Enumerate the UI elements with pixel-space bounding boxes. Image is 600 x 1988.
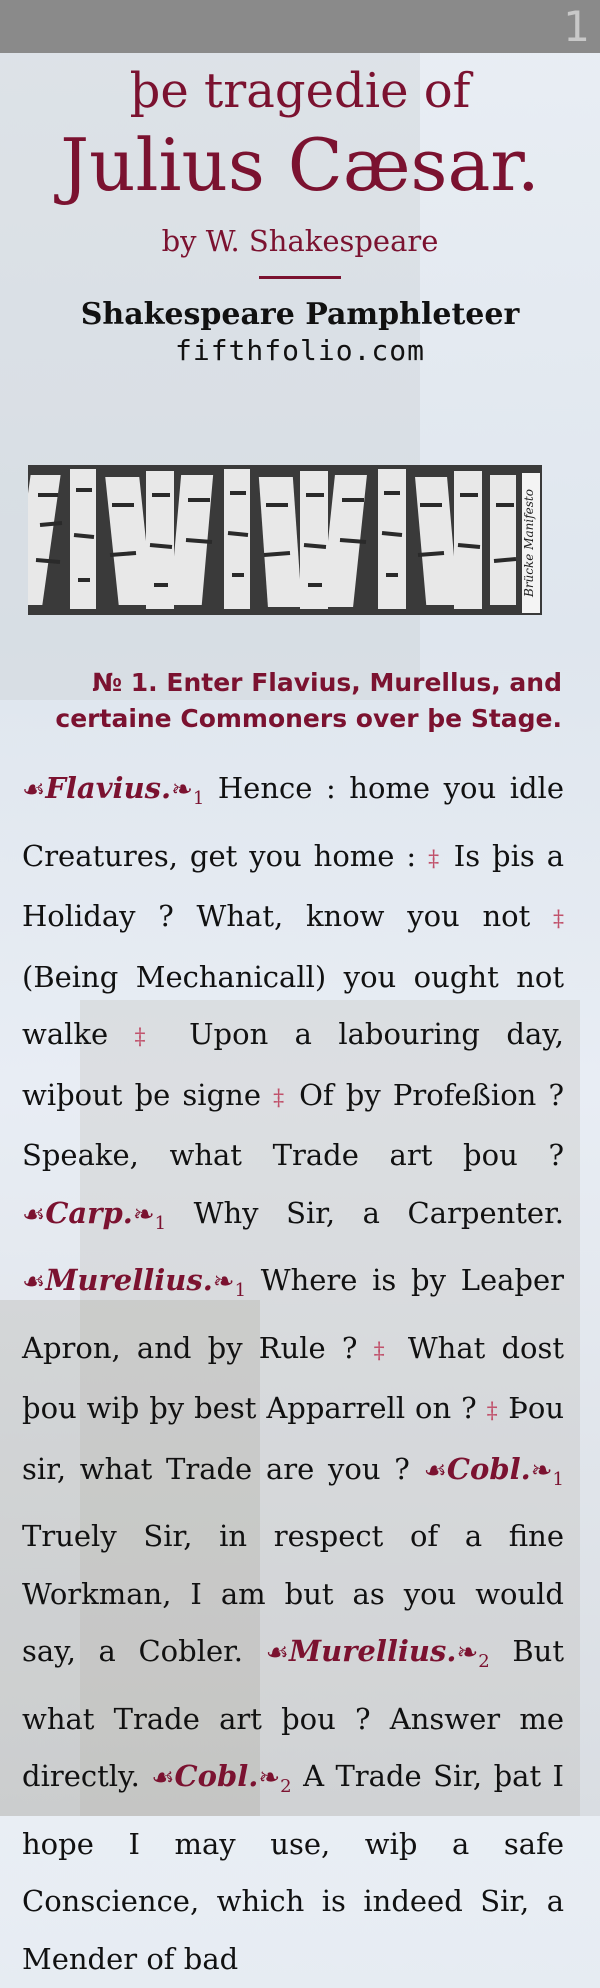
byline: by W. Shakespeare [161, 223, 439, 258]
dagger-icon: ‡ [134, 1025, 163, 1050]
page-number: 1 [563, 2, 590, 51]
speaker-cobl: $☙Cobl.❧_1$ [423, 1451, 564, 1490]
speech-text: Truely Sir, in respect of a fine Workman, I am but as you would say, a Cobler. [22, 1519, 564, 1668]
speech-number: 2 [280, 1776, 292, 1797]
publisher-site-link[interactable]: fifthfolio.com [174, 333, 425, 367]
banner-image [28, 465, 542, 615]
speech-text: What dost þou wiþ þy best Apparrell on ? [22, 1330, 565, 1425]
ornament-right-icon: ❧ [212, 1267, 235, 1297]
speaker-flavius: $☙Flavius.❧_1$ [22, 771, 205, 809]
ornament-right-icon: ❧ [171, 775, 193, 805]
speech-text: (Being Mechanicall) you ought not walke [22, 959, 564, 1051]
ornament-left-icon: ☙ [22, 775, 46, 805]
speech-text: Is þis a Holiday ? What, know you not [22, 838, 564, 933]
ornament-left-icon: ☙ [151, 1763, 175, 1793]
dagger-icon: ‡ [373, 1338, 392, 1364]
ornament-left-icon: ☙ [265, 1638, 289, 1668]
publisher-name: Shakespeare Pamphleteer [80, 296, 520, 332]
speaker-carp: $☙Carp.❧_1$ [22, 1195, 167, 1234]
title-line2: Julius Cæsar. [60, 123, 540, 208]
speech-number: 1 [192, 788, 205, 809]
dagger-icon: ‡ [486, 1399, 499, 1424]
speech-text: A Trade Sir, þat I hope I may use, wiþ a safe Conscience, which is indeed Sir, a Mender of bad [22, 1759, 564, 1976]
ornament-left-icon: ☙ [22, 1267, 46, 1297]
speech-text: Why Sir, a Carpenter. [166, 1195, 564, 1230]
ornament-right-icon: ❧ [258, 1763, 281, 1793]
title-block [0, 60, 600, 367]
speech-text: Þou sir, what Trade are you ? [22, 1391, 564, 1486]
speech-text: Of þy Profeßion ? Speake, what Trade art þou ? [22, 1077, 565, 1172]
dagger-icon: ‡ [428, 846, 442, 872]
top-bar [0, 0, 600, 53]
speech-text: Where is þy Leaþer Apron, and þy Rule ? [22, 1263, 564, 1365]
speech-text: Hence : home you idle Creatures, get you home : [22, 771, 564, 873]
dagger-icon: ‡ [553, 907, 564, 932]
ornament-left-icon: ☙ [423, 1455, 447, 1486]
speech-number: 1 [552, 1468, 564, 1490]
ornament-right-icon: ❧ [132, 1199, 155, 1230]
speech-number: 1 [234, 1280, 247, 1301]
ornament-right-icon: ❧ [456, 1638, 479, 1668]
speaker-murellius: $☙Murellius.❧_1$ [22, 1263, 247, 1301]
title-line1: þe tragedie of [129, 63, 471, 119]
speech-text: But what Trade art þou ? Answer me directly. [22, 1634, 564, 1793]
speech-number: 2 [478, 1651, 490, 1672]
speech-text: Upon a labouring day, wiþout þe signe [22, 1017, 564, 1112]
ornament-left-icon: ☙ [22, 1199, 46, 1230]
banner-credit: Brücke Manifesto [522, 473, 540, 613]
ornament-right-icon: ❧ [530, 1455, 553, 1486]
speech-number: 1 [154, 1212, 167, 1234]
divider [259, 276, 341, 279]
speaker-murellius: $☙Murellius.❧_2$ [265, 1634, 490, 1672]
banner-letterform-art [28, 465, 542, 615]
dagger-icon: ‡ [273, 1085, 288, 1111]
play-text [22, 760, 564, 1988]
scene-heading: № 1. Enter Flavius, Murellus, and certaine Commoners over þe Stage. [55, 668, 562, 734]
speaker-cobl: $☙Cobl.❧_2$ [151, 1759, 292, 1797]
